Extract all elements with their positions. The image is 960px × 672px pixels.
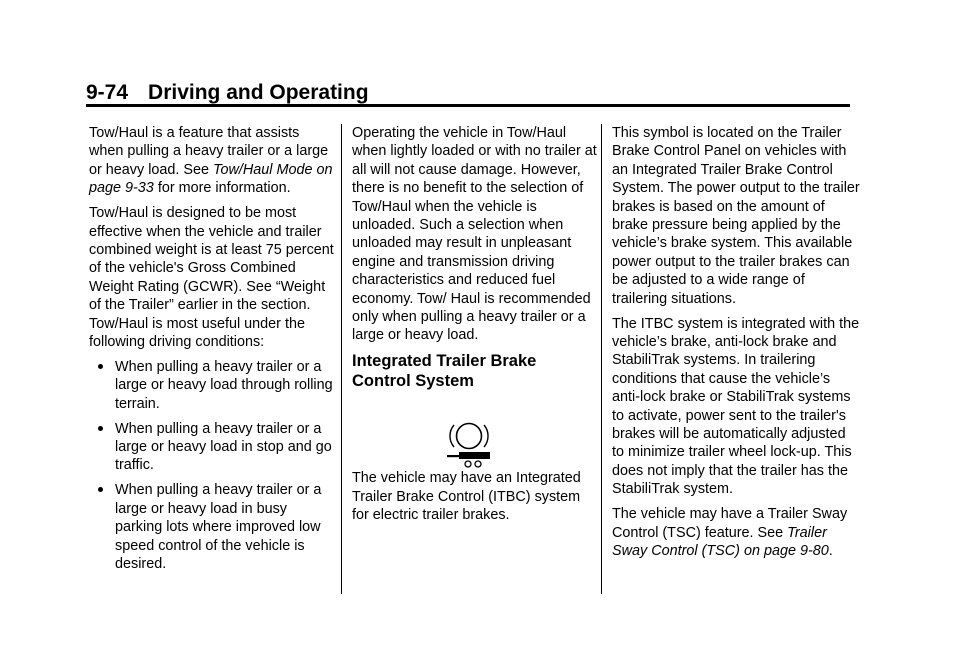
trailer-brake-icon: [444, 421, 494, 469]
page-header: [86, 80, 850, 106]
bullet-icon: [98, 364, 103, 369]
list-item-text: When pulling a heavy trailer or a large or heavy load in busy parking lots where improved low speed control of the vehicle is desired.: [115, 482, 322, 572]
bullet-icon: [98, 426, 103, 431]
paragraph-text: The vehicle may have a Trailer Sway Control (TSC) feature. See: [612, 506, 848, 541]
cross-reference-link[interactable]: Trailer Sway Control (TSC) on page 9-80: [612, 524, 829, 559]
paragraph: Tow/Haul is designed to be most effective when the vehicle and trailer combined weight is at least 75 percent of the vehicle's Gross Combined Weight Rating (GCWR). See “Weight of the Trailer” earlier in the section. Tow/Haul is most useful under the following driving conditions:: [89, 205, 334, 350]
page-number: 9-74: [86, 81, 129, 104]
list-item: [89, 420, 335, 475]
bullet-list: [89, 358, 335, 573]
page-heading: [86, 80, 850, 106]
cross-reference-link[interactable]: Tow/Haul Mode on page 9-33: [89, 161, 333, 197]
paragraph-text: .: [828, 542, 833, 559]
list-item: [89, 481, 335, 573]
column-3: [612, 124, 860, 567]
header-rule: [86, 104, 850, 107]
paragraph: The vehicle may have an Integrated Trailer Brake Control (ITBC) system for electric trailer brakes.: [352, 470, 581, 524]
paragraph: The ITBC system is integrated with the vehicle’s brake, anti-lock brake and StabiliTrak systems. In trailering conditions that cause the vehicle’s anti-lock brake or StabiliTrak systems to activate, power sent to the trailer's brakes will be automatically adjusted to minimize trailer wheel lock-up. This does not imply that the trailer has the StabiliTrak system.: [612, 315, 860, 498]
list-item-text: When pulling a heavy trailer or a large or heavy load in stop and go traffic.: [115, 420, 332, 474]
column-2: [352, 124, 598, 531]
bullet-icon: [98, 487, 103, 492]
list-item: [89, 358, 335, 413]
paragraph-text: Tow/Haul is a feature that assists when pulling a heavy trailer or a large or heavy load. See: [89, 125, 329, 178]
paragraph: [89, 124, 335, 198]
paragraph: This symbol is located on the Trailer Brake Control Panel on vehicles with an Integrated Trailer Brake Control System. The power output to the trailer brakes is based on the amount of brake pressure being applied by the vehicle’s brake system. This available power output to the trailer brakes can be adjusted to a wide range of trailering situations.: [612, 125, 860, 307]
list-item-text: When pulling a heavy trailer or a large or heavy load through rolling terrain.: [115, 358, 333, 412]
column-divider: [601, 124, 602, 594]
section-heading: Integrated Trailer Brake Control System: [352, 352, 537, 391]
paragraph: Operating the vehicle in Tow/Haul when lightly loaded or with no trailer at all will not cause damage. However, there is no benefit to the selection of Tow/Haul when the vehicle is unloaded. Such a selection when unloaded may result in unpleasant engine and transmission driving characteristics and reduced fuel economy. Tow/ Haul is recommended only when pulling a heavy trailer or a large or heavy load.: [352, 125, 597, 344]
paragraph: [612, 505, 860, 560]
section-title: Driving and Operating: [148, 81, 369, 104]
column-divider: [341, 124, 342, 594]
paragraph-text: for more information.: [153, 180, 291, 197]
column-1: [89, 124, 335, 580]
